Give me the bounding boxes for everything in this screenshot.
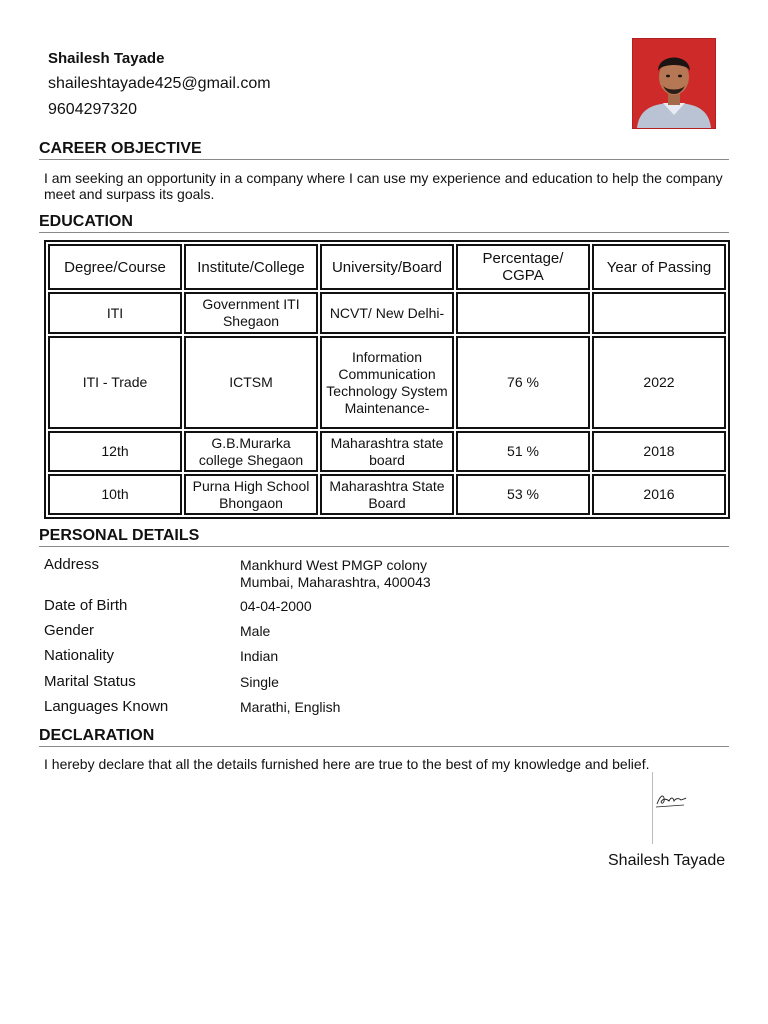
table-row	[48, 474, 726, 515]
table-cell: Purna High School Bhongaon	[184, 474, 318, 515]
table-cell: ITI	[48, 292, 182, 334]
declaration-text: I hereby declare that all the details furnished here are true to the best of my knowledge and belief.	[44, 756, 650, 772]
personal-details-heading: PERSONAL DETAILS	[39, 527, 729, 547]
gender-label: Gender	[44, 622, 95, 639]
dob-label: Date of Birth	[44, 597, 128, 614]
table-cell: 51 %	[456, 431, 590, 472]
header-percentage: Percentage/ CGPA	[456, 244, 590, 290]
profile-photo	[632, 38, 716, 129]
table-cell: 2022	[592, 336, 726, 429]
address-line2: Mumbai, Maharashtra, 400043	[240, 574, 431, 590]
career-objective-heading: CAREER OBJECTIVE	[39, 140, 729, 160]
signature-name: Shailesh Tayade	[608, 852, 726, 869]
gender-value: Male	[240, 623, 271, 639]
table-cell: NCVT/ New Delhi-	[320, 292, 454, 334]
table-row	[48, 431, 726, 472]
table-cell	[456, 292, 590, 334]
table-cell: Maharashtra state board	[320, 431, 454, 472]
education-heading: EDUCATION	[39, 213, 729, 233]
signature-divider	[652, 772, 653, 844]
table-cell: ITI - Trade	[48, 336, 182, 429]
table-cell: ICTSM	[184, 336, 318, 429]
table-cell: 53 %	[456, 474, 590, 515]
dob-value: 04-04-2000	[240, 598, 312, 614]
table-cell: G.B.Murarka college Shegaon	[184, 431, 318, 472]
table-header-row	[48, 244, 726, 290]
table-cell: 10th	[48, 474, 182, 515]
nationality-value: Indian	[240, 648, 279, 664]
table-cell: 76 %	[456, 336, 590, 429]
header-university: University/Board	[320, 244, 454, 290]
table-row	[48, 292, 726, 334]
marital-status-value: Single	[240, 674, 279, 690]
address-label: Address	[44, 556, 100, 573]
career-objective-text: I am seeking an opportunity in a company where I can use my experience and education to help the company meet and surpass its goals.	[44, 170, 723, 202]
languages-value: Marathi, English	[240, 699, 341, 715]
table-cell: Maharashtra State Board	[320, 474, 454, 515]
table-cell: 12th	[48, 431, 182, 472]
declaration-heading: DECLARATION	[39, 727, 729, 747]
signature-scribble	[654, 788, 688, 810]
table-cell: Government ITI Shegaon	[184, 292, 318, 334]
header-year: Year of Passing	[592, 244, 726, 290]
header-degree: Degree/Course	[48, 244, 182, 290]
table-cell: 2016	[592, 474, 726, 515]
candidate-email: shaileshtayade425@gmail.com	[48, 75, 271, 92]
candidate-phone: 9604297320	[48, 101, 137, 118]
table-cell: Information Communication Technology System Maintenance-	[320, 336, 454, 429]
candidate-name: Shailesh Tayade	[48, 50, 165, 67]
languages-label: Languages Known	[44, 698, 169, 715]
marital-status-label: Marital Status	[44, 673, 136, 690]
table-cell	[592, 292, 726, 334]
nationality-label: Nationality	[44, 647, 115, 664]
address-line1: Mankhurd West PMGP colony	[240, 557, 428, 573]
education-table	[44, 240, 730, 519]
header-institute: Institute/College	[184, 244, 318, 290]
table-cell: 2018	[592, 431, 726, 472]
table-row	[48, 336, 726, 429]
